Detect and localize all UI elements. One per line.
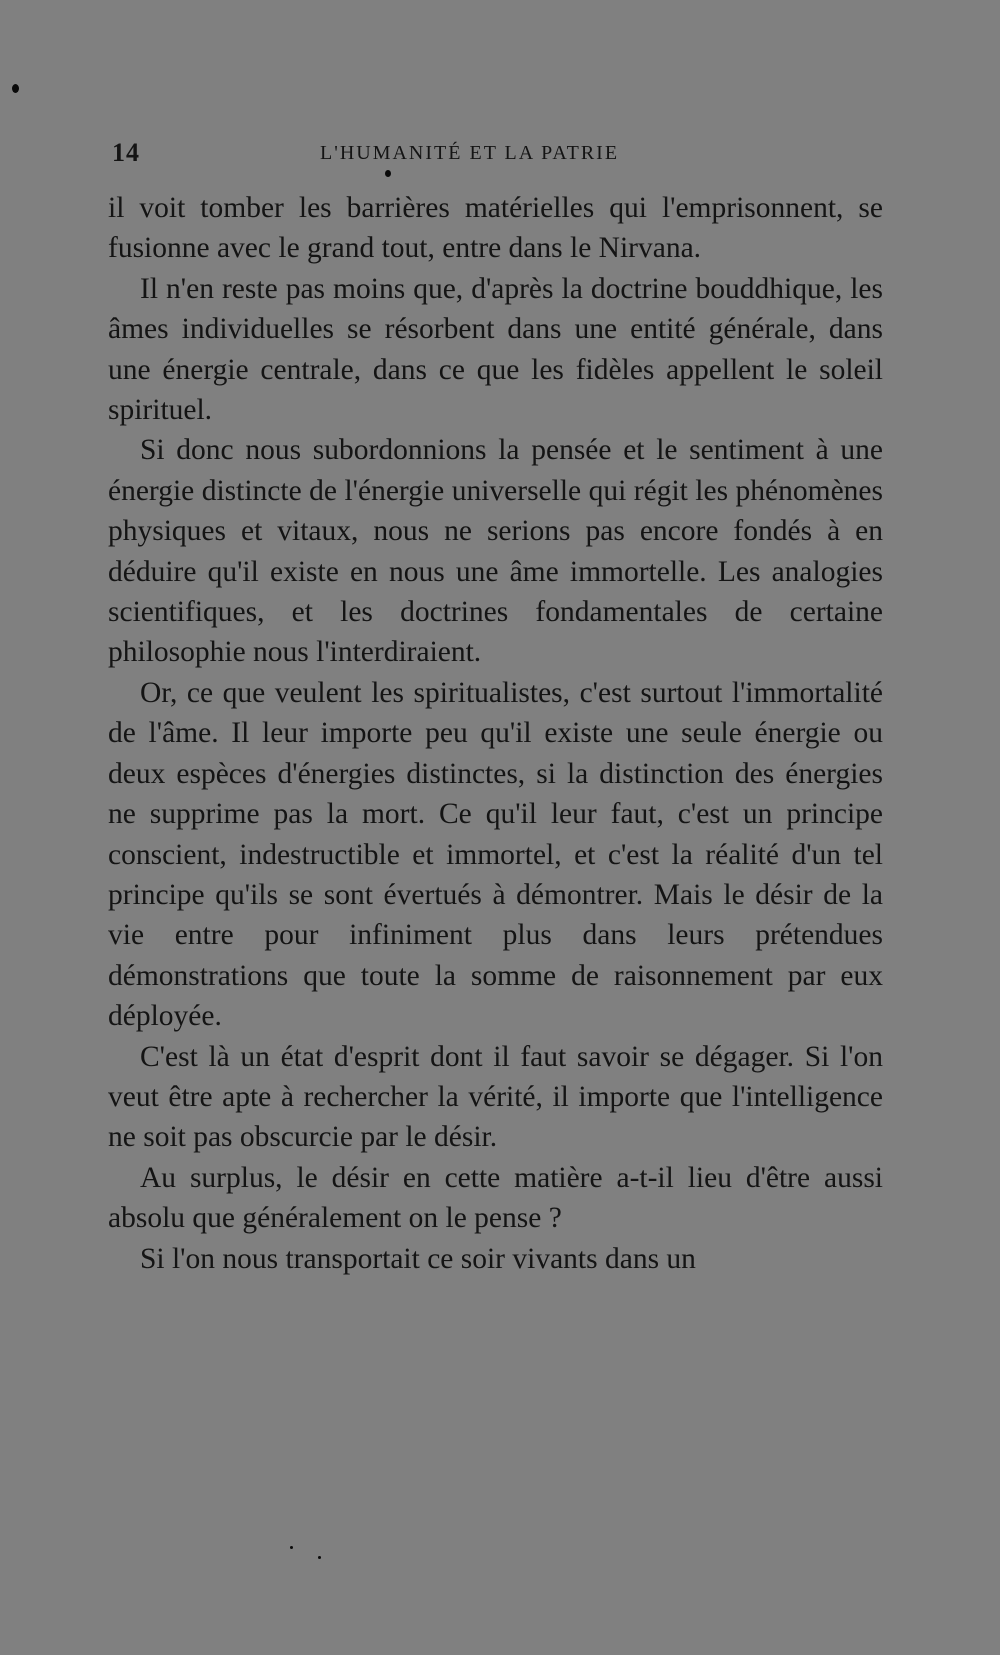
ink-speck bbox=[12, 84, 19, 93]
paragraph: Il n'en reste pas moins que, d'après la doctrine bouddhique, les âmes individuelles se résorbent dans une entité générale, dans une énergie centrale, dans ce que les fidèles appellent le soleil spirituel. bbox=[108, 272, 883, 427]
running-head: L'HUMANITÉ ET LA PATRIE bbox=[320, 142, 620, 164]
ink-speck bbox=[318, 1556, 321, 1559]
page-number: 14 bbox=[112, 138, 140, 167]
paragraph: Si donc nous subordonnions la pensée et le sentiment à une énergie distincte de l'énergie universelle qui régit les phénomènes physiques et vitaux, nous ne serions pas encore fondés à en déduire qu'il existe en nous une âme immortelle. Les analogies scientifiques, et les doctrines fondamentales de certaine philosophie nous l'interdiraient. bbox=[108, 434, 883, 669]
paragraph: Au surplus, le désir en cette matière a-t-il lieu d'être aussi absolu que généralement on le pense ? bbox=[108, 1161, 883, 1235]
paragraph: Si l'on nous transportait ce soir vivants dans un bbox=[140, 1242, 696, 1275]
body-text bbox=[108, 188, 883, 1279]
paragraph: il voit tomber les barrières matérielles qui l'emprisonnent, se fusionne avec le grand tout, entre dans le Nirvana. bbox=[108, 192, 883, 265]
paragraph: Or, ce que veulent les spiritualistes, c'est surtout l'immortalité de l'âme. Il leur importe peu qu'il existe une seule énergie ou deux espèces d'énergies distinctes, si la distinction des énergies ne supprime pas la mort. Ce qu'il leur faut, c'est un principe conscient, indestructible et immortel, et c'est la réalité d'un tel principe qu'ils se sont évertués à démontrer. Mais le désir de la vie entre pour infiniment plus dans leurs prétendues démonstrations que toute la somme de raisonnement par eux déployée. bbox=[108, 676, 883, 1033]
page-header bbox=[112, 138, 882, 172]
ink-speck bbox=[290, 1546, 293, 1549]
paragraph: C'est là un état d'esprit dont il faut savoir se dégager. Si l'on veut être apte à rechercher la vérité, il importe que l'intelligence ne soit pas obscurcie par le désir. bbox=[108, 1040, 883, 1154]
